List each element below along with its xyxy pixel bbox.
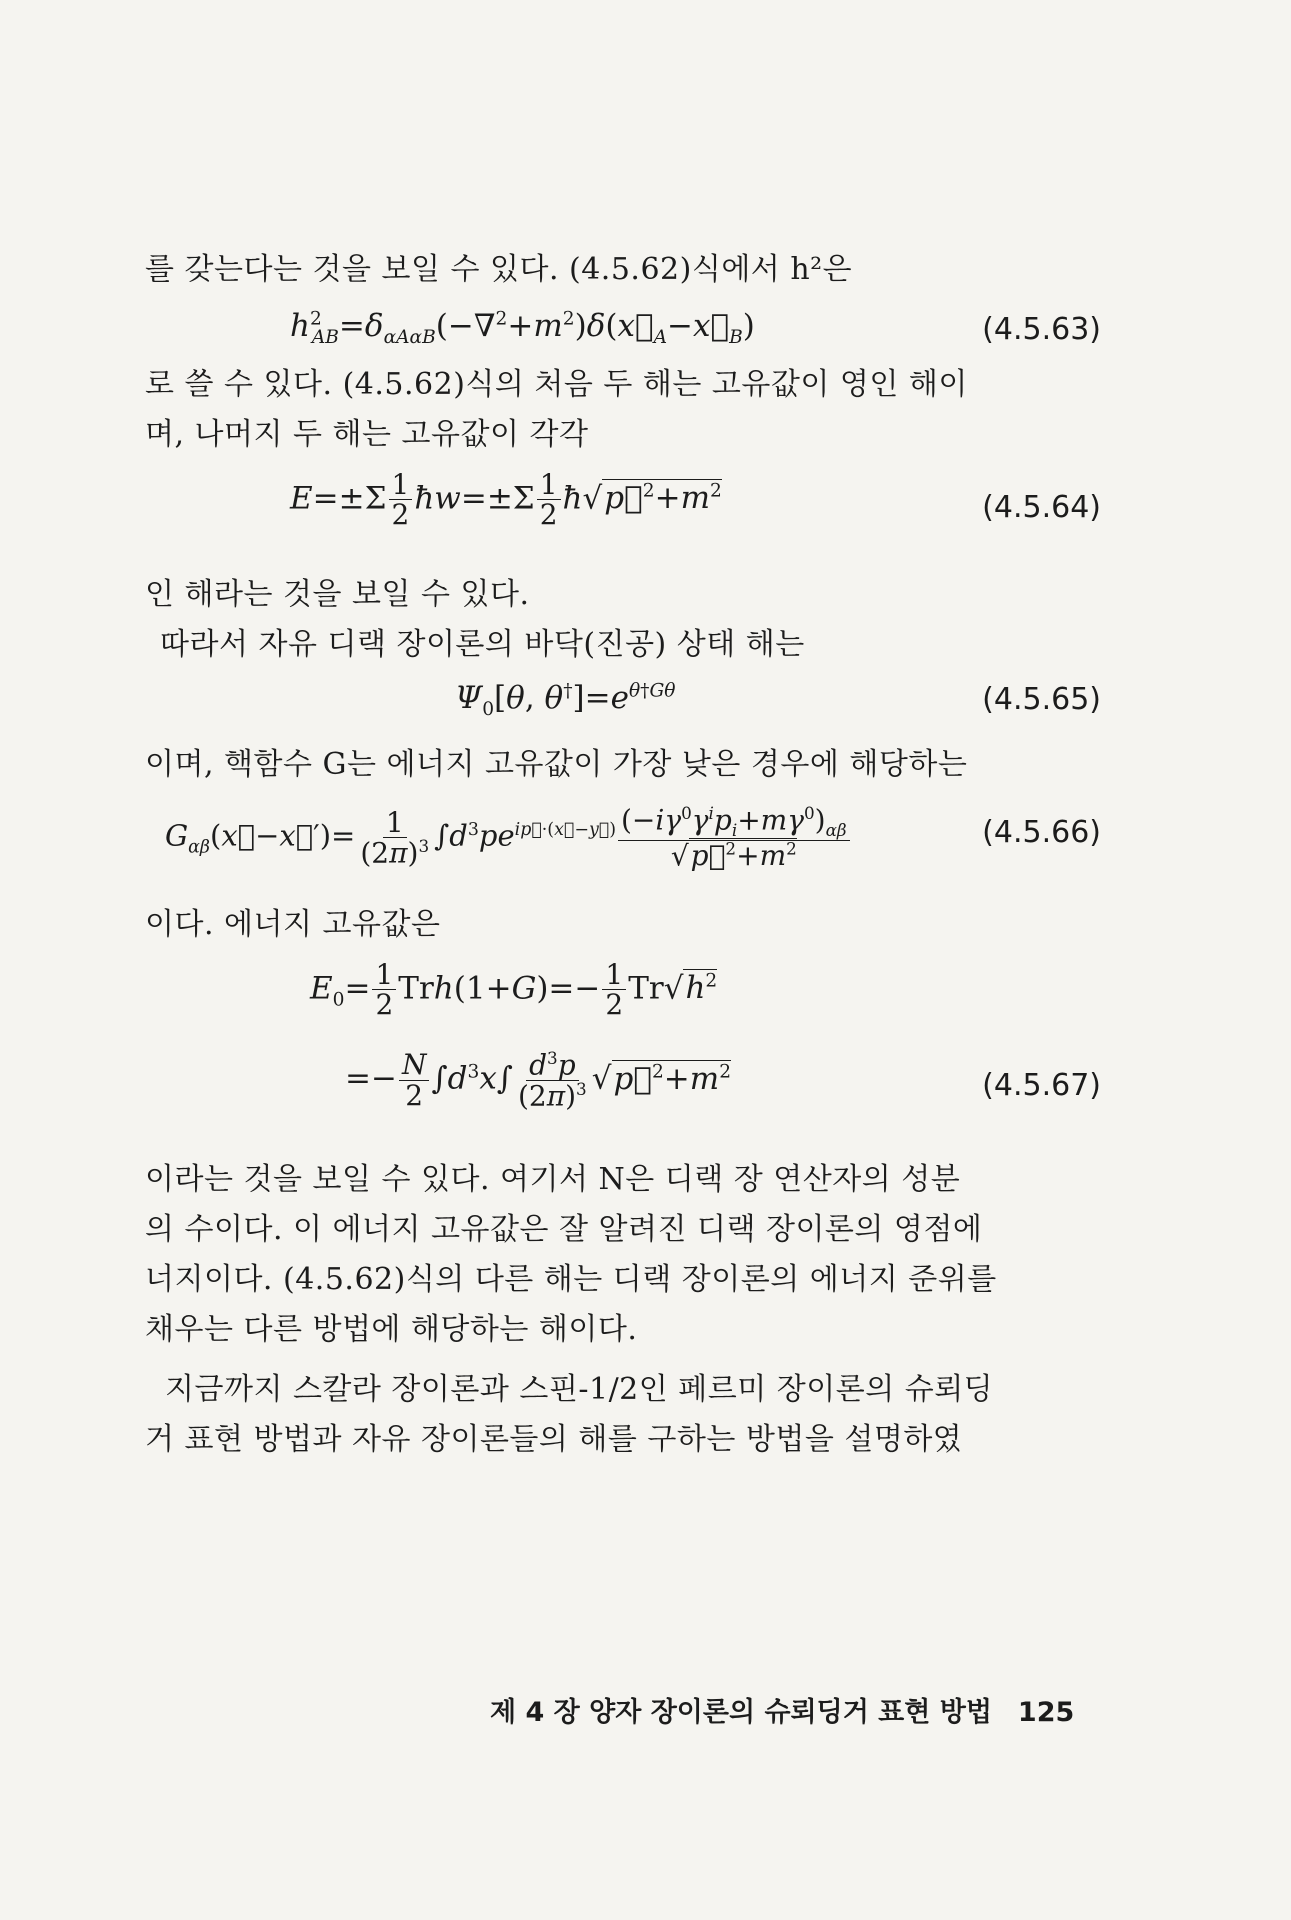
paragraph-line: 채우는 다른 방법에 해당하는 해이다. [145, 1312, 638, 1347]
paragraph-line: 거 표현 방법과 자유 장이론들의 해를 구하는 방법을 설명하였 [145, 1422, 963, 1457]
equation-number: (4.5.64) [982, 490, 1101, 525]
paragraph-line: 며, 나머지 두 해는 고유값이 각각 [145, 417, 589, 452]
equation-number: (4.5.65) [982, 682, 1101, 717]
paragraph-line: 로 쓸 수 있다. (4.5.62)식의 처음 두 해는 고유값이 영인 해이 [145, 367, 968, 402]
paragraph-line: 이며, 핵함수 G는 에너지 고유값이 가장 낮은 경우에 해당하는 [145, 747, 968, 782]
equation-4-5-64: E=±Σ $\frac{1}{2}$ ħw=±Σ $\frac{1}{2}$ $ħ√p⃗^2+m^2$ [290, 468, 722, 532]
equation-4-5-67-line1: $E_0=$ $\frac{1}{2}$ Trh(1+G)=− $\frac{1}{2}$ $Tr√h^2$ [310, 958, 718, 1022]
equation-4-5-63: $h^2_{AB}=\delta_{\alpha A\alpha B}(-\nabla^2+m^2)\delta(x⃗_A-x⃗_B)$ [290, 308, 755, 349]
paragraph-line: 너지이다. (4.5.62)식의 다른 해는 디랙 장이론의 에너지 준위를 [145, 1262, 997, 1297]
equation-4-5-67-line2: =− $\frac{N}{2}$ $\int d^3x\int$ $\frac{d^3p}{(2\pi)^3}$ $√p⃗^2+m^2$ [345, 1048, 732, 1113]
page-footer [490, 1690, 1074, 1729]
paragraph-line: 를 갖는다는 것을 보일 수 있다. (4.5.62)식에서 h²은 [145, 252, 853, 287]
paragraph-line: 따라서 자유 디랙 장이론의 바닥(진공) 상태 해는 [160, 627, 805, 662]
equation-number: (4.5.67) [982, 1068, 1101, 1103]
equation-4-5-66: $G_{\alpha\beta}(x⃗-x⃗')=$ $\frac{1}{(2\pi)^3}$ $\int d^3pe^{ip⃗\cdot(x⃗-y⃗)}$ $\frac{(-i\gamma^0\gamma^ip_i+m\gamma^0)_{\alpha\beta}}{√p⃗^2+m^2}$ [165, 805, 852, 870]
paragraph-line: 의 수이다. 이 에너지 고유값은 잘 알려진 디랙 장이론의 영점에 [145, 1212, 983, 1247]
equation-4-5-65: $\Psi_0[\theta$, $\theta^\dagger]=e^{\theta\dagger G\theta}$ [455, 680, 676, 721]
paragraph-line: 인 해라는 것을 보일 수 있다. [145, 577, 530, 612]
paragraph-line: 지금까지 스칼라 장이론과 스핀-1/2인 페르미 장이론의 슈뢰딩 [165, 1372, 994, 1407]
paragraph-line: 이라는 것을 보일 수 있다. 여기서 N은 디랙 장 연산자의 성분 [145, 1162, 961, 1197]
equation-number: (4.5.63) [982, 312, 1101, 347]
paragraph-line: 이다. 에너지 고유값은 [145, 907, 441, 942]
page-number: 125 [1017, 1697, 1075, 1728]
equation-number: (4.5.66) [982, 815, 1101, 850]
chapter-title: 제 4 장 양자 장이론의 슈뢰딩거 표현 방법 [490, 1697, 992, 1728]
